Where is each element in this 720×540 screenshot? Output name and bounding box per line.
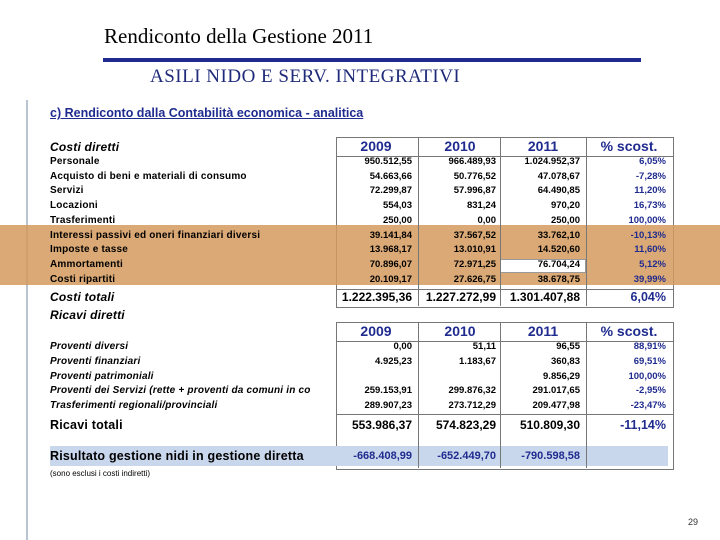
ricavi-total-v2010: 574.823,29 xyxy=(435,418,496,432)
costi-cell-v2011: 38.678,75 xyxy=(537,273,580,285)
ricavi-total-rule xyxy=(336,414,674,415)
ricavi-cell-v2011: 209.477,98 xyxy=(532,400,580,412)
costi-cell-v2009: 250,00 xyxy=(382,214,412,226)
ricavi-cell-v2010: 51,11 xyxy=(472,341,496,352)
ricavi-row-label: Proventi finanziari xyxy=(50,355,141,367)
ricavi-heading: Ricavi diretti xyxy=(50,308,125,322)
costi-cell-v2011: 47.078,67 xyxy=(537,170,580,182)
costi-divider-1 xyxy=(500,137,501,306)
costi-total-v2009: 1.222.395,36 xyxy=(341,290,412,304)
ricavi-row-label: Proventi patrimoniali xyxy=(50,370,154,382)
costi-row-label: Imposte e tasse xyxy=(50,244,129,256)
ricavi-divider-0 xyxy=(418,322,419,468)
ricavi-total-v2011: 510.809,30 xyxy=(519,418,580,432)
ricavi-row-label: Trasferimenti regionali/provinciali xyxy=(50,400,218,412)
costi-row-label: Interessi passivi ed oneri finanziari diversi xyxy=(50,229,261,241)
costi-cell-pct: 11,60% xyxy=(634,244,666,256)
ricavi-divider-1 xyxy=(500,322,501,468)
costi-column-header-3: % scost. xyxy=(600,138,658,154)
costi-row-label: Servizi xyxy=(50,185,84,197)
costi-cell-v2010: 966.489,93 xyxy=(448,156,496,167)
slide-subtitle: ASILI NIDO E SERV. INTEGRATIVI xyxy=(150,66,461,87)
left-rule xyxy=(26,100,28,540)
costi-total-pct: 6,04% xyxy=(630,290,666,304)
ricavi-cell-pct: 88,91% xyxy=(633,341,666,352)
ricavi-total-v2009: 553.986,37 xyxy=(351,418,412,432)
ricavi-column-header-1: 2010 xyxy=(444,323,476,339)
costi-cell-pct: 6,05% xyxy=(639,156,666,167)
costi-cell-v2011: 76.704,24 xyxy=(537,258,580,270)
ricavi-cell-v2009: 289.907,23 xyxy=(364,400,412,412)
costi-column-header-1: 2010 xyxy=(444,138,476,154)
costi-row-label: Trasferimenti xyxy=(50,214,116,226)
costi-cell-v2010: 27.626,75 xyxy=(453,273,496,285)
ricavi-cell-v2011: 360,83 xyxy=(550,355,580,367)
costi-cell-v2009: 54.663,66 xyxy=(369,170,412,182)
costi-cell-v2009: 13.968,17 xyxy=(369,244,412,256)
costi-row-label: Locazioni xyxy=(50,200,98,212)
ricavi-cell-pct: -23,47% xyxy=(630,400,666,412)
ricavi-cell-v2009: 0,00 xyxy=(393,341,412,352)
slide-title: Rendiconto della Gestione 2011 xyxy=(104,24,374,48)
costi-column-header-0: 2009 xyxy=(360,138,392,154)
costi-cell-v2011: 1.024.952,37 xyxy=(524,156,580,167)
costi-cell-v2010: 0,00 xyxy=(477,214,496,226)
costi-column-header-2: 2011 xyxy=(527,138,559,154)
ricavi-divider-2 xyxy=(586,322,587,468)
costi-cell-v2010: 831,24 xyxy=(466,200,496,212)
costi-cell-v2011: 14.520,60 xyxy=(537,244,580,256)
costi-cell-v2009: 950.512,55 xyxy=(364,156,412,167)
ricavi-cell-pct: 100,00% xyxy=(628,370,666,382)
costi-cell-v2010: 13.010,91 xyxy=(453,244,496,256)
costi-heading: Costi diretti xyxy=(50,140,120,154)
costi-divider-0 xyxy=(418,137,419,306)
costi-cell-pct: 39,99% xyxy=(633,273,666,285)
ricavi-row-label: Proventi dei Servizi (rette + proventi da comuni in co xyxy=(50,385,311,397)
ricavi-cell-v2009: 4.925,23 xyxy=(375,355,412,367)
page-number: 29 xyxy=(688,517,699,527)
costi-cell-pct: 100,00% xyxy=(628,214,666,226)
costi-cell-v2010: 72.971,25 xyxy=(453,258,496,270)
costi-total-v2010: 1.227.272,99 xyxy=(425,290,496,304)
costi-cell-v2011: 33.762,10 xyxy=(537,229,580,241)
ricavi-column-header-3: % scost. xyxy=(600,323,658,339)
costi-cell-v2010: 57.996,87 xyxy=(453,185,496,197)
costi-cell-v2010: 50.776,52 xyxy=(453,170,496,182)
ricavi-cell-v2011: 96,55 xyxy=(556,341,580,352)
costi-cell-v2009: 554,03 xyxy=(382,200,412,212)
result-v2009: -668.408,99 xyxy=(353,450,412,462)
result-label: Risultato gestione nidi in gestione diretta xyxy=(50,449,304,463)
ricavi-row-label: Proventi diversi xyxy=(50,341,129,352)
ricavi-total-label: Ricavi totali xyxy=(50,418,123,432)
ricavi-cell-v2011: 9.856,29 xyxy=(543,370,580,382)
costi-total-v2011: 1.301.407,88 xyxy=(509,290,580,304)
costi-cell-v2011: 250,00 xyxy=(550,214,580,226)
costi-cell-v2010: 37.567,52 xyxy=(453,229,496,241)
result-v2011: -790.598,58 xyxy=(521,450,580,462)
costi-row-label: Ammortamenti xyxy=(50,258,123,270)
section-heading: c) Rendiconto dalla Contabilità economica - analitica xyxy=(50,106,364,120)
costi-cell-v2011: 970,20 xyxy=(550,200,580,212)
ricavi-column-header-2: 2011 xyxy=(527,323,559,339)
costi-cell-pct: 5,12% xyxy=(639,258,666,270)
ricavi-cell-pct: 69,51% xyxy=(633,355,666,367)
ricavi-cell-v2010: 273.712,29 xyxy=(448,400,496,412)
ricavi-column-header-0: 2009 xyxy=(360,323,392,339)
ricavi-cell-v2009: 259.153,91 xyxy=(364,385,412,397)
costi-divider-2 xyxy=(586,137,587,306)
ricavi-cell-v2011: 291.017,65 xyxy=(532,385,580,397)
ricavi-cell-pct: -2,95% xyxy=(635,385,666,397)
costi-cell-v2009: 39.141,84 xyxy=(369,229,412,241)
costi-cell-pct: 11,20% xyxy=(634,185,666,197)
costi-cell-v2009: 72.299,87 xyxy=(369,185,412,197)
costi-cell-pct: 16,73% xyxy=(633,200,666,212)
title-underline xyxy=(103,58,641,62)
costi-row-label: Costi ripartiti xyxy=(50,273,116,285)
costi-cell-v2009: 70.896,07 xyxy=(369,258,412,270)
ricavi-cell-v2010: 299.876,32 xyxy=(448,385,496,397)
costi-cell-v2009: 20.109,17 xyxy=(369,273,412,285)
result-v2010: -652.449,70 xyxy=(437,450,496,462)
ricavi-total-pct: -11,14% xyxy=(620,418,666,432)
costi-cell-v2011: 64.490,85 xyxy=(537,185,580,197)
costi-row-label: Acquisto di beni e materiali di consumo xyxy=(50,170,247,182)
costi-total-label: Costi totali xyxy=(50,290,115,304)
costi-cell-pct: -7,28% xyxy=(635,170,666,182)
ricavi-cell-v2010: 1.183,67 xyxy=(459,355,496,367)
costi-row-label: Personale xyxy=(50,156,100,167)
footnote: (sono esclusi i costi indiretti) xyxy=(50,469,151,478)
costi-cell-pct: -10,13% xyxy=(630,229,666,241)
